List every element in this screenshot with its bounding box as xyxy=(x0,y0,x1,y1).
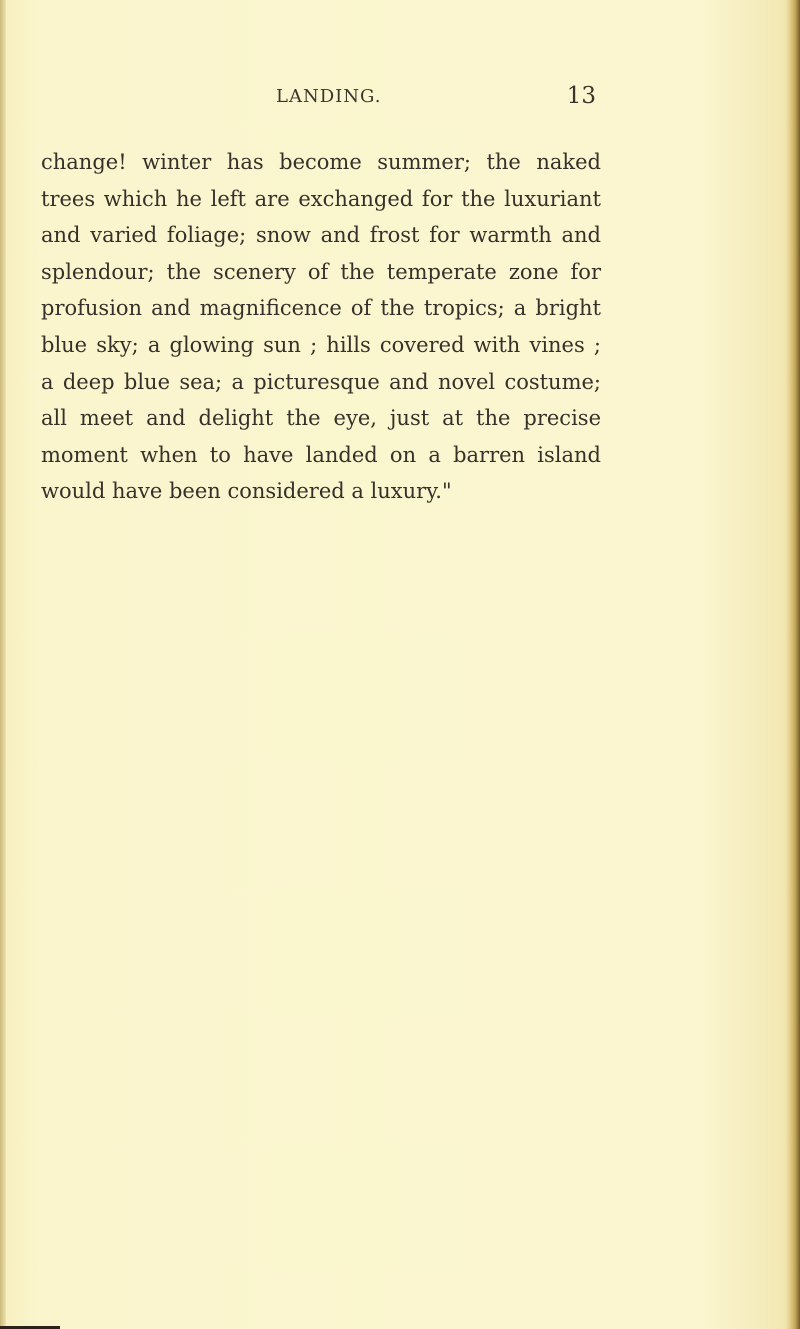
text-line: a deep blue sea; a picturesque and novel costume; xyxy=(41,369,601,394)
text-line: trees which he left are exchanged for the luxuriant xyxy=(41,186,601,211)
text-line: moment when to have landed on a barren island xyxy=(41,442,601,467)
text-line: all meet and delight the eye, just at the precise xyxy=(41,406,601,431)
page-number: 13 xyxy=(566,83,596,109)
running-head xyxy=(276,83,596,114)
body-paragraph xyxy=(41,144,601,510)
running-title: LANDING. xyxy=(276,86,382,107)
text-line: and varied foliage; snow and frost for warmth and xyxy=(41,223,601,248)
page-left-edge xyxy=(0,0,6,1329)
text-line: change! winter has become summer; the naked xyxy=(41,150,601,174)
page-right-edge xyxy=(786,0,800,1329)
text-line: blue sky; a glowing sun ; hills covered with vines ; xyxy=(41,332,601,357)
text-line: profusion and magnificence of the tropics; a bright xyxy=(41,296,601,321)
text-line: splendour; the scenery of the temperate zone for xyxy=(41,259,601,284)
text-line: would have been considered a luxury." xyxy=(41,479,452,504)
